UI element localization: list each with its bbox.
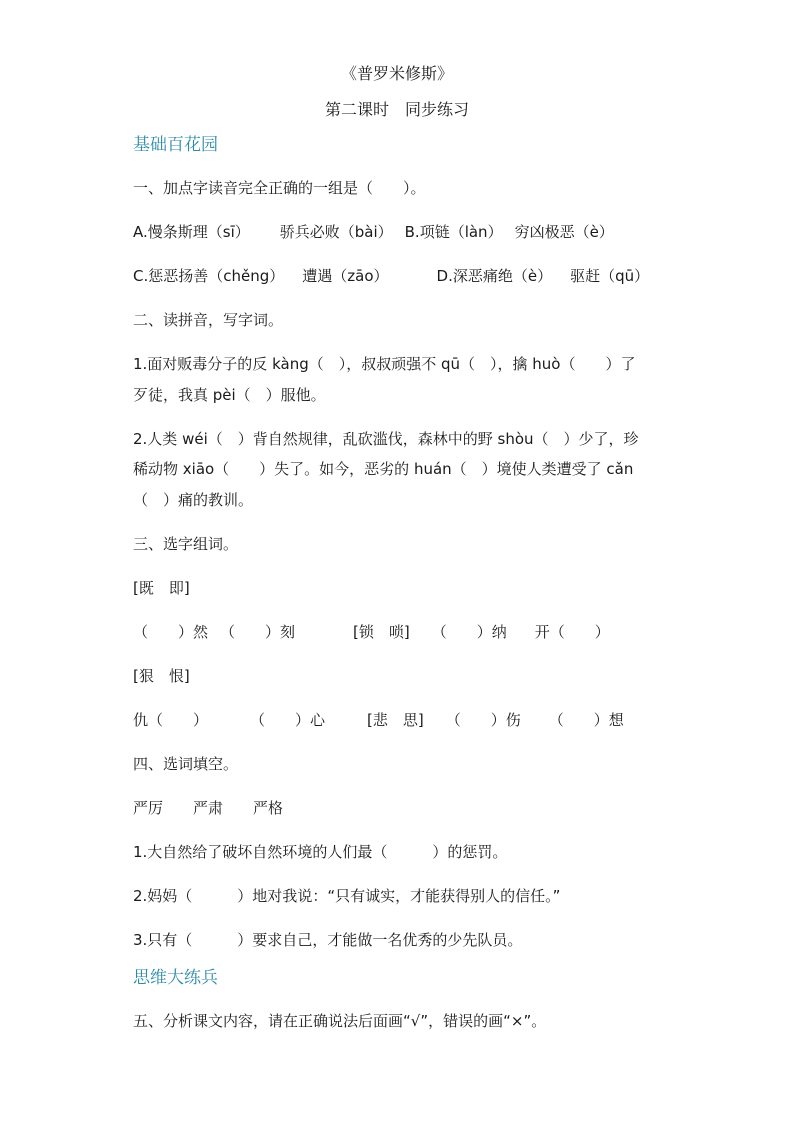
question-1-options-cd bbox=[133, 266, 694, 286]
option-d-part2: 驱赶（qū） bbox=[570, 267, 650, 285]
question-4-stem: 四、选词填空。 bbox=[133, 755, 239, 773]
question-2-item-2-line-1: 2.人类 wéi（ ）背自然规律，乱砍滥伐，森林中的野 shòu（ ）少了，珍 bbox=[133, 430, 639, 448]
option-b-part1: B.项链（làn） bbox=[404, 223, 503, 241]
document-subtitle: 第二课时 同步练习 bbox=[324, 100, 469, 119]
question-5-stem: 五、分析课文内容，请在正确说法后面画“√”，错误的画“×”。 bbox=[133, 1012, 547, 1030]
question-4-sentence-3: 3.只有（ ）要求自己，才能做一名优秀的少先队员。 bbox=[133, 931, 523, 949]
question-2-item-2-line-2: 稀动物 xiāo（ ）失了。如今，恶劣的 huán（ ）境使人类遭受了 cǎn bbox=[133, 460, 634, 478]
blank-word: （ ）心 bbox=[250, 711, 326, 729]
char-pair-1: [既 即] bbox=[133, 579, 190, 597]
question-2-item-1-line-1: 1.面对贩毒分子的反 kàng（ ），叔叔顽强不 qū（ ），擒 huò（ ）了 bbox=[133, 355, 636, 373]
blank-word: （ ）伤 bbox=[445, 711, 521, 729]
word-choice: 严肃 bbox=[193, 799, 224, 817]
question-1-options-ab bbox=[133, 222, 694, 242]
section-heading-thinking: 思维大练兵 bbox=[133, 968, 218, 988]
option-a-part2: 骄兵必败（bài） bbox=[279, 223, 393, 241]
section-heading-basic: 基础百花园 bbox=[133, 135, 218, 155]
word-choices bbox=[133, 798, 694, 818]
question-2-stem: 二、读拼音，写字词。 bbox=[133, 311, 284, 329]
document-title: 《普罗米修斯》 bbox=[340, 64, 453, 83]
blank-word: （ ）纳 bbox=[431, 623, 507, 641]
option-c-part2: 遭遇（zāo） bbox=[302, 267, 389, 285]
blank-word: 开（ ） bbox=[534, 623, 610, 641]
blank-word: （ ）想 bbox=[548, 711, 624, 729]
char-pair-row-1 bbox=[133, 622, 694, 642]
char-pair-2: [锁 唢] bbox=[353, 623, 410, 641]
char-pair-3: [狠 恨] bbox=[133, 667, 190, 685]
word-choice: 严厉 bbox=[133, 799, 164, 817]
option-a-part1: A.慢条斯理（sī） bbox=[133, 223, 250, 241]
blank-word: （ ）然 bbox=[133, 623, 209, 641]
question-3-stem: 三、选字组词。 bbox=[133, 535, 239, 553]
blank-word: 仇（ ） bbox=[133, 711, 209, 729]
blank-word: （ ）刻 bbox=[220, 623, 296, 641]
option-d-part1: D.深恶痛绝（è） bbox=[436, 267, 553, 285]
option-c-part1: C.惩恶扬善（chěng） bbox=[133, 267, 285, 285]
char-pair-row-2 bbox=[133, 710, 694, 730]
option-b-part2: 穷凶极恶（è） bbox=[514, 223, 614, 241]
word-choice: 严格 bbox=[253, 799, 284, 817]
question-1-stem: 一、加点字读音完全正确的一组是（ ）。 bbox=[133, 179, 426, 197]
question-2-item-2-line-3: （ ）痛的教训。 bbox=[133, 491, 254, 509]
question-4-sentence-2: 2.妈妈（ ）地对我说：“只有诚实，才能获得别人的信任。” bbox=[133, 887, 561, 905]
char-pair-4: [悲 思] bbox=[367, 711, 424, 729]
question-2-item-1-line-2: 歹徒，我真 pèi（ ）服他。 bbox=[133, 386, 326, 404]
question-4-sentence-1: 1.大自然给了破坏自然环境的人们最（ ）的惩罚。 bbox=[133, 843, 508, 861]
